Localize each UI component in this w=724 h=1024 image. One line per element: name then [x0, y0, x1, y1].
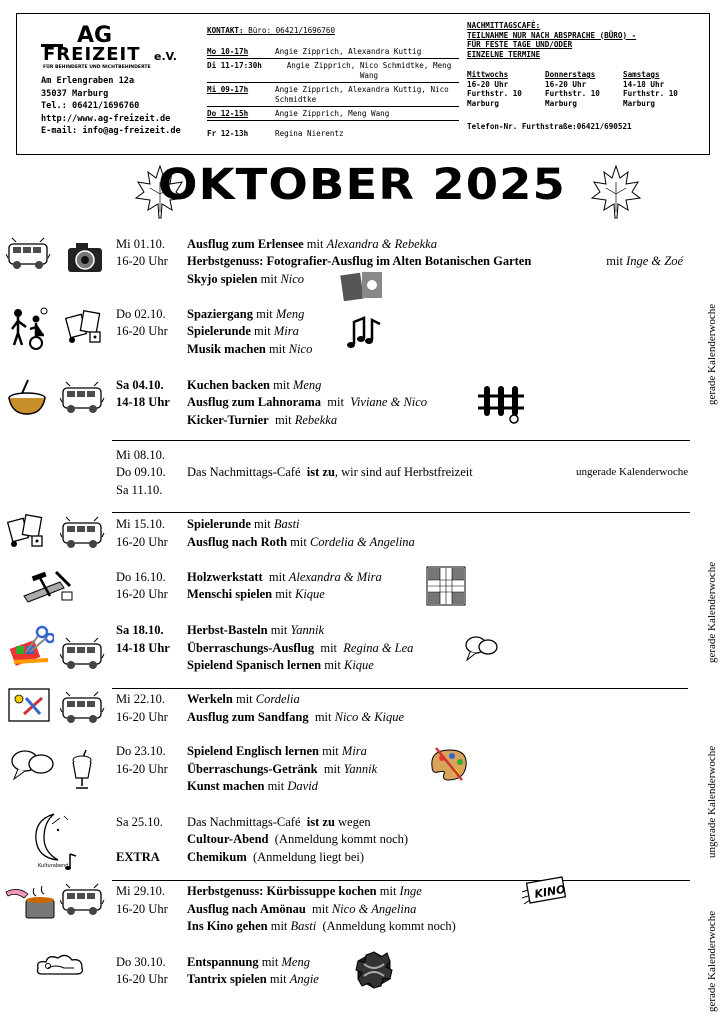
paint-palette-icon: [428, 744, 470, 784]
logo-suffix-text: e.V.: [154, 50, 177, 63]
separator-line: [112, 512, 690, 513]
moon-culture-icon: [28, 810, 80, 870]
cinema-icon-label: KINO: [533, 882, 567, 901]
cooking-pot-icon: [4, 882, 56, 922]
day-11-activity-2: Ausflug nach Amönau mit Nico & Angelina: [187, 902, 417, 916]
day-4-date-3: Sa 11.10.: [116, 483, 163, 497]
camera-icon: [66, 238, 104, 276]
contact-office: Büro: 06421/1696760: [248, 26, 336, 35]
day-8-date: Mi 22.10.: [116, 692, 165, 706]
day-4-closed-note: Das Nachmittags-Café ist zu, wir sind auf Herbstfreizeit: [187, 465, 473, 479]
day-12-activity-2: Tantrix spielen mit Angie: [187, 972, 319, 986]
day-6-activity-1: Holzwerkstatt mit Alexandra & Mira: [187, 570, 382, 584]
bus-icon: [6, 236, 52, 272]
day-9-activity-1: Spielend Englisch lernen mit Mira: [187, 744, 367, 758]
day-10-activity-3: Chemikum (Anmeldung liegt bei): [187, 850, 365, 864]
day-10-date: Sa 25.10.: [116, 815, 163, 829]
week-label-5: gerade Kalenderwoche: [706, 910, 718, 1012]
cafe-title-4: EINZELNE TERMINE: [467, 49, 541, 59]
bus-icon: [60, 690, 106, 726]
day-1-activity-3: Skyjo spielen mit Nico: [187, 272, 305, 286]
contact-block: [207, 26, 459, 141]
contact-row: Mi 09-17h Angie Zipprich, Alexandra Kuttig, Nico Schmidtke: [207, 83, 459, 107]
cafe-info-block: [467, 21, 707, 132]
day-10-activity-2: Cultour-Abend (Anmeldung kommt noch): [187, 832, 409, 846]
bus-icon: [60, 515, 106, 551]
bus-icon: [60, 380, 106, 416]
day-2-date: Do 02.10.: [116, 307, 166, 321]
day-5-time: 16-20 Uhr: [116, 535, 168, 549]
day-11-activity-1: Herbstgenuss: Kürbissuppe kochen mit Inge: [187, 884, 422, 898]
week-label-4: ungerade Kalenderwoche: [706, 745, 718, 858]
day-1-activity-1: Ausflug zum Erlensee mit Alexandra & Rebekka: [187, 237, 437, 251]
day-6-date: Do 16.10.: [116, 570, 166, 584]
day-4-date-2: Do 09.10.: [116, 465, 166, 479]
logo-top-text: AG: [77, 23, 113, 48]
day-7-date: Sa 18.10.: [116, 623, 164, 637]
day-12-date: Do 30.10.: [116, 955, 166, 969]
tools-idea-icon: [8, 688, 50, 722]
day-2-activity-2: Spielerunde mit Mira: [187, 324, 299, 338]
day-9-date: Do 23.10.: [116, 744, 166, 758]
day-1-time: 16-20 Uhr: [116, 254, 168, 268]
day-4-date-1: Mi 08.10.: [116, 448, 165, 462]
milkshake-icon: [68, 748, 96, 792]
separator-line: [112, 688, 688, 689]
week-label-2: ungerade Kalenderwoche: [576, 466, 689, 478]
ludo-board-icon: [426, 566, 466, 606]
address-email[interactable]: E-mail: info@ag-freizeit.de: [41, 126, 181, 137]
day-3-activity-3: Kicker-Turnier mit Rebekka: [187, 413, 338, 427]
address-street: Am Erlengraben 12a: [41, 76, 135, 86]
logo-tagline: FÜR BEHINDERTE UND NICHTBEHINDERTE: [43, 65, 151, 70]
day-9-activity-3: Kunst machen mit David: [187, 779, 318, 793]
speech-bubbles-icon: [464, 634, 500, 664]
day-3-date: Sa 04.10.: [116, 378, 164, 392]
day-1-activity-2: Herbstgenuss: Fotografier-Ausflug im Alten Botanischen Garten mit Inge & Zoé: [187, 254, 683, 268]
address-phone: Tel.: 06421/1696760: [41, 101, 140, 112]
speech-bubbles-icon: [10, 746, 56, 786]
day-12-time: 16-20 Uhr: [116, 972, 168, 986]
ag-freizeit-logo: [39, 20, 189, 72]
cafe-title-1: NACHMITTAGSCAFÉ:: [467, 21, 541, 30]
day-10-closed-note: Das Nachmittags-Café ist zu wegen: [187, 815, 371, 829]
day-3-time: 14-18 Uhr: [116, 395, 170, 409]
contact-row: Mo 10-17h Angie Zipprich, Alexandra Kuttig: [207, 45, 459, 59]
day-7-activity-1: Herbst-Basteln mit Yannik: [187, 623, 325, 637]
woodwork-tools-icon: [20, 566, 76, 606]
contact-row: Fr 12-13h Regina Nierentz: [207, 129, 344, 139]
day-8-activity-2: Ausflug zum Sandfang mit Nico & Kique: [187, 710, 405, 724]
day-7-time: 14-18 Uhr: [116, 641, 170, 655]
address-website[interactable]: http://www.ag-freizeit.de: [41, 113, 171, 124]
cafe-column-thursday: Donnerstags 16-20 Uhr Furthstr. 10 Marburg: [545, 70, 600, 108]
day-8-activity-1: Werkeln mit Cordelia: [187, 692, 300, 706]
separator-line: [112, 880, 690, 881]
day-5-date: Mi 15.10.: [116, 517, 165, 531]
day-3-activity-2: Ausflug zum Lahnorama mit Viviane & Nico: [187, 395, 428, 409]
day-9-time: 16-20 Uhr: [116, 762, 168, 776]
day-3-activity-1: Kuchen backen mit Meng: [187, 378, 322, 392]
day-11-date: Mi 29.10.: [116, 884, 165, 898]
day-5-activity-2: Ausflug nach Roth mit Cordelia & Angelina: [187, 535, 415, 549]
header-box: [16, 13, 710, 155]
day-2-time: 16-20 Uhr: [116, 324, 168, 338]
cafe-phone: Telefon-Nr. Furthstraße:06421/690521: [467, 122, 632, 131]
day-11-time: 16-20 Uhr: [116, 902, 168, 916]
day-7-activity-3: Spielend Spanisch lernen mit Kique: [187, 658, 374, 672]
mixing-bowl-icon: [6, 376, 48, 418]
contact-row: Di 11-17:30h Angie Zipprich, Nico Schmidtke, Meng Wang: [207, 59, 459, 83]
cafe-column-wednesday: Mittwochs 16-20 Uhr Furthstr. 10 Marburg: [467, 70, 522, 108]
address-block: [41, 75, 181, 138]
relaxing-cloud-icon: [34, 950, 86, 980]
day-12-activity-1: Entspannung mit Meng: [187, 955, 310, 969]
day-9-activity-2: Überraschungs-Getränk mit Yannik: [187, 762, 378, 776]
day-5-activity-1: Spielerunde mit Basti: [187, 517, 300, 531]
day-7-activity-2: Überraschungs-Ausflug mit Regina & Lea: [187, 641, 414, 655]
day-6-activity-2: Menschi spielen mit Kique: [187, 587, 325, 601]
logo-main-text: FREIZEIT: [43, 44, 141, 65]
cafe-column-saturday: Samstags 14-18 Uhr Furthstr. 10 Marburg: [623, 70, 678, 108]
bus-icon: [60, 882, 106, 918]
day-8-time: 16-20 Uhr: [116, 710, 168, 724]
separator-line: [112, 440, 690, 441]
address-city: 35037 Marburg: [41, 88, 109, 99]
board-game-icon: [64, 306, 104, 346]
crafting-supplies-icon: [8, 622, 54, 668]
page-title: OKTOBER 2025: [158, 160, 566, 210]
cafe-title-2: TEILNAHME NUR NACH ABSPRACHE (BÜRO) -: [467, 30, 637, 40]
music-notes-icon: [346, 314, 384, 354]
week-label-3: gerade Kalenderwoche: [706, 561, 718, 663]
walking-people-icon: [6, 305, 52, 351]
board-game-icon: [6, 510, 46, 550]
day-6-time: 16-20 Uhr: [116, 587, 168, 601]
cinema-icon: [520, 874, 568, 910]
day-11-activity-3: Ins Kino gehen mit Basti (Anmeldung kommt noch): [187, 919, 456, 933]
table-football-icon: [476, 382, 526, 424]
week-label-1: gerade Kalenderwoche: [706, 303, 718, 405]
contact-title: KONTAKT:: [207, 26, 244, 35]
maple-leaf-icon: [590, 162, 642, 220]
day-1-date: Mi 01.10.: [116, 237, 165, 251]
cafe-title-3: FÜR FESTE TAGE UND/ODER: [467, 40, 573, 49]
card-game-icon: [340, 270, 386, 302]
day-2-activity-1: Spaziergang mit Meng: [187, 307, 305, 321]
tantrix-tile-icon: [354, 950, 394, 990]
bus-icon: [60, 636, 106, 672]
day-10-extra-label: EXTRA: [116, 850, 160, 864]
day-2-activity-3: Musik machen mit Nico: [187, 342, 313, 356]
contact-row: Do 12-15h Angie Zipprich, Meng Wang: [207, 107, 459, 121]
moon-icon-label: Kulturabend: [38, 863, 69, 869]
